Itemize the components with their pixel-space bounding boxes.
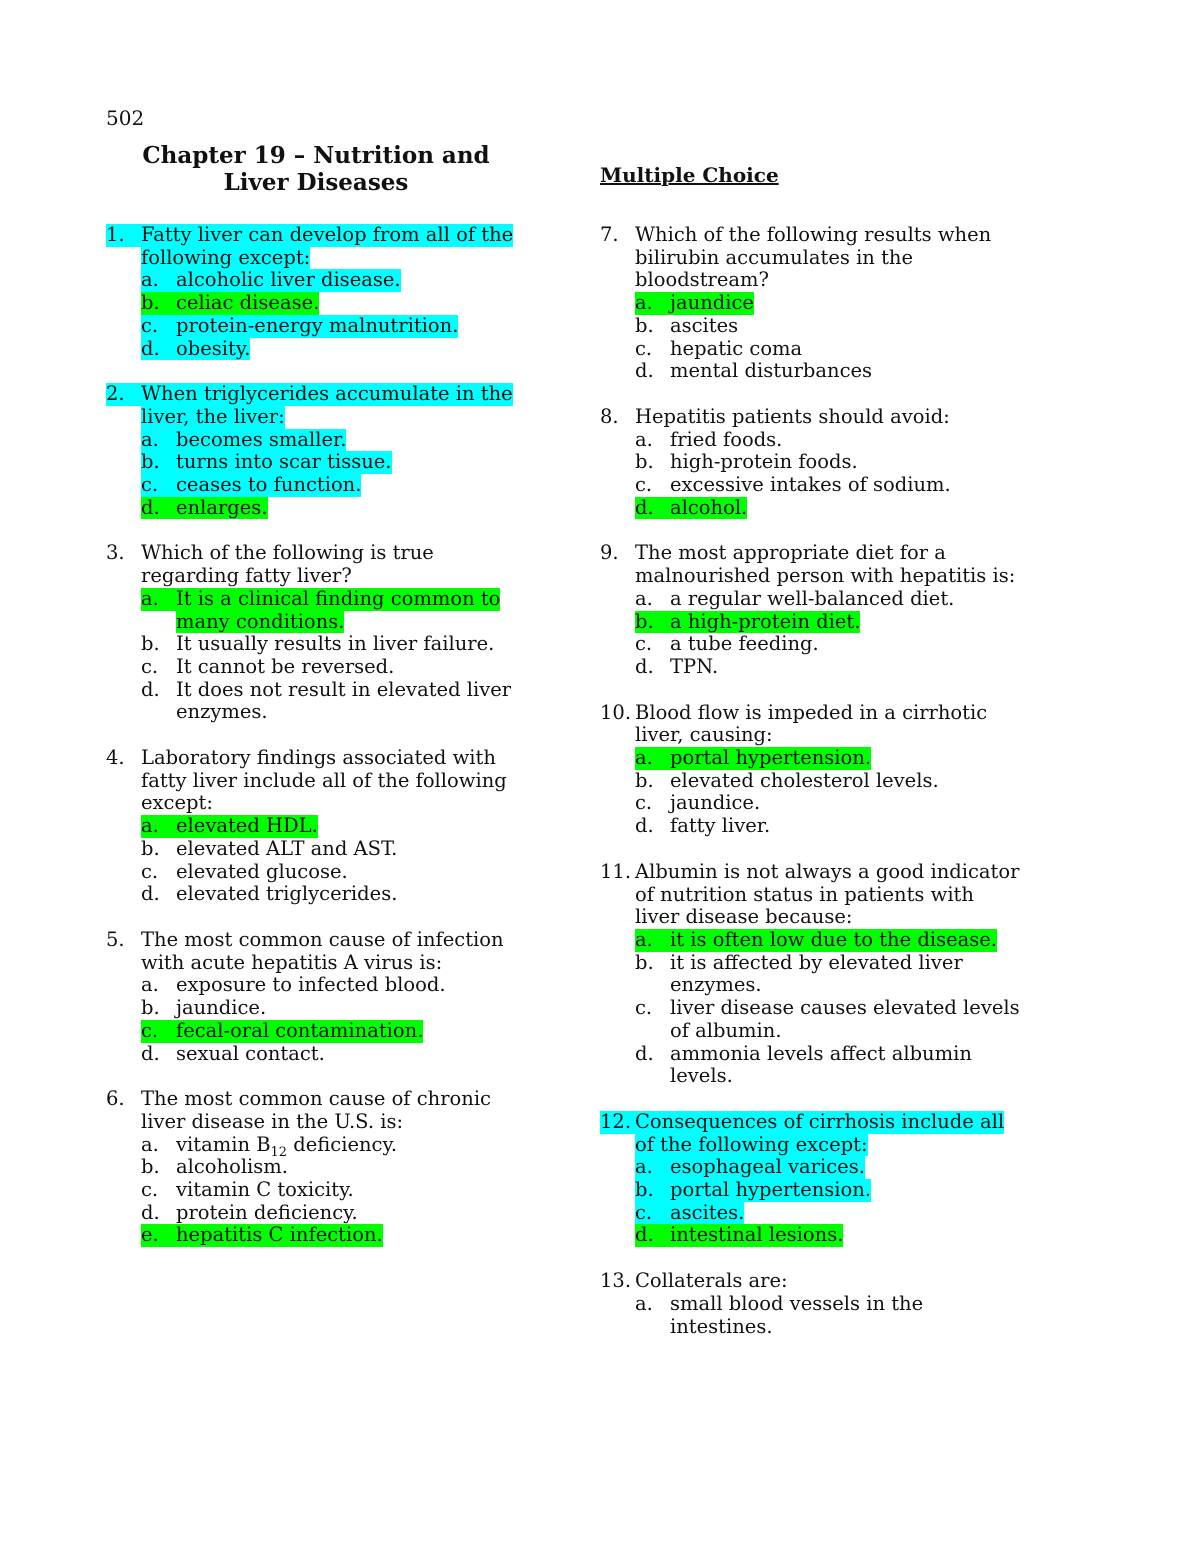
option-letter: c. — [141, 1178, 159, 1202]
question-stem: Blood flow is impeded in a cirrhotic — [635, 700, 988, 724]
option-d — [600, 815, 1040, 838]
option-letter: c. — [635, 1202, 670, 1225]
option-letter: c. — [141, 315, 176, 338]
option-letter: a. — [635, 292, 670, 315]
option-c — [106, 861, 536, 884]
option-letter: c. — [635, 791, 653, 815]
option-text: mental disturbances — [670, 359, 873, 383]
option-d — [106, 1202, 536, 1225]
option-b — [600, 770, 1040, 793]
option-letter: a. — [141, 429, 176, 452]
option-text: a high-protein diet. — [670, 609, 861, 633]
question-stem: liver, causing: — [635, 723, 773, 747]
question-11 — [600, 861, 1040, 1088]
option-text: enzymes. — [670, 973, 762, 997]
option-text: jaundice. — [670, 791, 761, 815]
option-d — [600, 1224, 1040, 1247]
option-letter: a. — [141, 588, 176, 611]
option-letter: b. — [141, 836, 160, 860]
option-letter: d. — [635, 814, 654, 838]
option-text: intestines. — [670, 1314, 773, 1338]
option-letter: a. — [141, 1132, 159, 1156]
option-b — [600, 1179, 1040, 1202]
question-stem: Which of the following is true — [141, 541, 434, 565]
option-a — [600, 429, 1040, 452]
option-b — [600, 315, 1040, 338]
option-letter: c. — [141, 474, 176, 497]
question-number: 11. — [600, 859, 632, 883]
option-text: ceases to function. — [176, 473, 362, 497]
option-a — [600, 588, 1040, 611]
option-c — [600, 474, 1040, 497]
question-stem: Hepatitis patients should avoid: — [635, 404, 950, 428]
question-stem: Laboratory findings associated with — [141, 746, 496, 770]
option-letter: a. — [635, 586, 653, 610]
option-d — [600, 497, 1040, 520]
option-letter: d. — [141, 1041, 160, 1065]
option-a — [600, 1156, 1040, 1179]
option-text: small blood vessels in the — [670, 1291, 924, 1315]
question-number: 8. — [600, 404, 619, 428]
chapter-title-line-1: Chapter 19 – Nutrition and — [142, 142, 490, 169]
option-text: a regular well-balanced diet. — [670, 586, 955, 610]
chapter-title-line-2: Liver Diseases — [223, 169, 409, 196]
option-d — [106, 883, 536, 906]
option-a — [106, 269, 536, 292]
option-text: protein-energy malnutrition. — [176, 313, 459, 337]
question-stem: liver disease because: — [635, 905, 853, 929]
page-number: 502 — [106, 106, 145, 130]
option-text: elevated ALT and AST. — [176, 836, 398, 860]
option-text: alcoholism. — [176, 1155, 288, 1179]
option-letter: b. — [141, 996, 160, 1020]
option-d — [600, 1043, 1040, 1066]
question-number: 3. — [106, 541, 125, 565]
question-stem: Collaterals are: — [635, 1269, 788, 1293]
option-text: fatty liver. — [670, 814, 771, 838]
option-text: It does not result in elevated liver — [176, 677, 512, 701]
option-c — [106, 1179, 536, 1202]
option-c — [106, 656, 536, 679]
question-number: 1. — [106, 224, 141, 247]
question-stem: Fatty liver can develop from all of the — [141, 223, 514, 246]
option-b — [600, 451, 1040, 474]
option-c — [600, 338, 1040, 361]
option-a — [600, 1293, 1040, 1316]
question-number: 12. — [600, 1111, 635, 1134]
option-b — [106, 1156, 536, 1179]
option-text: elevated glucose. — [176, 859, 348, 883]
question-number: 13. — [600, 1269, 632, 1293]
option-text: levels. — [670, 1064, 733, 1088]
option-text: obesity. — [176, 336, 251, 360]
option-text: jaundice — [670, 291, 754, 315]
option-letter: c. — [635, 336, 653, 360]
option-letter: c. — [141, 859, 159, 883]
question-5 — [106, 929, 536, 1065]
option-b — [600, 611, 1040, 634]
option-a — [106, 1132, 536, 1160]
option-letter: c. — [141, 654, 159, 678]
option-text: alcohol. — [670, 495, 748, 519]
question-stem: Which of the following results when — [635, 223, 992, 246]
option-letter: e. — [141, 1224, 176, 1247]
question-stem: Consequences of cirrhosis include all — [635, 1109, 1005, 1133]
question-12 — [600, 1111, 1040, 1247]
option-letter: b. — [141, 292, 176, 315]
question-stem: with acute hepatitis A virus is: — [141, 950, 443, 974]
option-text: elevated triglycerides. — [176, 882, 398, 906]
option-text: vitamin C toxicity. — [176, 1178, 354, 1202]
option-letter: a. — [635, 1156, 670, 1179]
option-letter: d. — [141, 497, 176, 520]
option-text: portal hypertension. — [670, 746, 872, 770]
option-c — [106, 1020, 536, 1043]
question-stem: The most appropriate diet for a — [635, 541, 946, 565]
left-column — [106, 224, 536, 1270]
question-number: 4. — [106, 746, 125, 770]
option-letter: d. — [141, 677, 160, 701]
option-a — [600, 292, 1040, 315]
option-d — [600, 360, 1040, 383]
option-letter: c. — [141, 1020, 176, 1043]
option-text: celiac disease. — [176, 291, 320, 315]
option-e — [106, 1224, 536, 1247]
option-text: hepatic coma — [670, 336, 803, 360]
option-text: protein deficiency. — [176, 1200, 358, 1224]
option-b — [106, 633, 536, 656]
question-stem: fatty liver include all of the following — [141, 768, 507, 792]
question-1 — [106, 224, 536, 360]
option-letter: c. — [635, 473, 653, 497]
option-b — [600, 952, 1040, 975]
option-letter: a. — [141, 973, 159, 997]
question-stem: liver, the liver: — [141, 404, 285, 428]
option-letter: d. — [635, 654, 654, 678]
option-a — [106, 588, 536, 611]
option-letter: b. — [635, 768, 654, 792]
question-6 — [106, 1088, 536, 1247]
chapter-title — [106, 142, 526, 196]
option-text: becomes smaller. — [176, 427, 347, 451]
option-c — [600, 792, 1040, 815]
option-text: it is often low due to the disease. — [670, 927, 997, 951]
option-text: fecal-oral contamination. — [176, 1018, 424, 1042]
option-letter: b. — [635, 1179, 670, 1202]
option-text: jaundice. — [176, 996, 267, 1020]
option-text: enlarges. — [176, 495, 268, 519]
option-a — [600, 929, 1040, 952]
option-b — [106, 451, 536, 474]
question-stem: except: — [141, 791, 213, 815]
option-d — [106, 679, 536, 702]
option-text: elevated HDL. — [176, 814, 318, 838]
option-text: many conditions. — [176, 609, 345, 633]
question-2 — [106, 383, 536, 519]
option-d — [106, 1043, 536, 1066]
option-text: of albumin. — [670, 1018, 782, 1042]
option-letter: b. — [635, 313, 654, 337]
option-text: ammonia levels affect albumin — [670, 1041, 972, 1065]
question-stem: regarding fatty liver? — [141, 564, 352, 588]
option-text: alcoholic liver disease. — [176, 268, 401, 292]
option-text: It is a clinical finding common to — [176, 586, 501, 610]
option-b — [106, 997, 536, 1020]
question-stem: The most common cause of infection — [141, 927, 504, 951]
question-7 — [600, 224, 1040, 383]
option-text: esophageal varices. — [670, 1155, 865, 1179]
option-c — [600, 1202, 1040, 1225]
option-text: sexual contact. — [176, 1041, 325, 1065]
option-letter: d. — [635, 1224, 670, 1247]
question-8 — [600, 406, 1040, 520]
option-text: excessive intakes of sodium. — [670, 473, 951, 497]
question-stem: The most common cause of chronic — [141, 1087, 491, 1111]
option-text: liver disease causes elevated levels — [670, 996, 1020, 1020]
option-text: It cannot be reversed. — [176, 654, 395, 678]
question-10 — [600, 702, 1040, 838]
option-text: TPN. — [670, 654, 719, 678]
option-letter: b. — [635, 450, 654, 474]
option-letter: b. — [141, 632, 160, 656]
option-a — [106, 974, 536, 997]
option-letter: d. — [141, 1200, 160, 1224]
option-a — [600, 747, 1040, 770]
option-text: enzymes. — [176, 700, 268, 724]
question-stem: bloodstream? — [635, 268, 769, 292]
option-c — [600, 997, 1040, 1020]
option-letter: a. — [635, 929, 670, 952]
option-a — [106, 815, 536, 838]
option-letter: c. — [635, 996, 653, 1020]
question-stem: of nutrition status in patients with — [635, 882, 974, 906]
option-letter: c. — [635, 632, 653, 656]
option-d — [106, 497, 536, 520]
question-9 — [600, 542, 1040, 678]
question-3 — [106, 542, 536, 724]
question-4 — [106, 747, 536, 906]
option-letter: d. — [141, 338, 176, 361]
option-letter: a. — [635, 1291, 653, 1315]
section-heading: Multiple Choice — [600, 163, 779, 187]
question-number: 9. — [600, 541, 619, 565]
option-letter: a. — [141, 815, 176, 838]
option-letter: a. — [141, 269, 176, 292]
question-13 — [600, 1270, 1040, 1338]
question-stem: of the following except: — [635, 1132, 868, 1156]
option-c — [106, 315, 536, 338]
option-c — [600, 633, 1040, 656]
question-stem: following except: — [141, 245, 311, 269]
option-text: fried foods. — [670, 427, 783, 451]
option-a — [106, 429, 536, 452]
option-text: vitamin $B_{12}$ deficiency. — [176, 1132, 398, 1160]
option-text: ascites. — [670, 1200, 745, 1224]
question-number: 2. — [106, 383, 141, 406]
option-letter: b. — [141, 451, 176, 474]
option-letter: b. — [635, 611, 670, 634]
option-c — [106, 474, 536, 497]
option-text: elevated cholesterol levels. — [670, 768, 939, 792]
option-text: it is affected by elevated liver — [670, 950, 963, 974]
question-number: 6. — [106, 1087, 125, 1111]
option-text: It usually results in liver failure. — [176, 632, 495, 656]
question-number: 7. — [600, 223, 619, 246]
option-b — [106, 838, 536, 861]
option-text: exposure to infected blood. — [176, 973, 446, 997]
question-stem: bilirubin accumulates in the — [635, 245, 913, 269]
option-d — [106, 338, 536, 361]
option-text: ascites — [670, 313, 739, 337]
option-text: a tube feeding. — [670, 632, 819, 656]
option-letter: d. — [635, 497, 670, 520]
option-letter: a. — [635, 427, 653, 451]
question-number: 5. — [106, 927, 125, 951]
option-letter: b. — [141, 1155, 160, 1179]
question-stem: Albumin is not always a good indicator — [635, 859, 1020, 883]
right-column — [600, 224, 1040, 1361]
option-letter: b. — [635, 950, 654, 974]
option-text: hepatitis C infection. — [176, 1223, 383, 1247]
option-letter: d. — [141, 882, 160, 906]
option-text: intestinal lesions. — [670, 1223, 844, 1247]
question-stem: When triglycerides accumulate in the — [141, 382, 513, 406]
option-d — [600, 656, 1040, 679]
option-text: portal hypertension. — [670, 1178, 872, 1202]
option-text: high-protein foods. — [670, 450, 858, 474]
question-stem: malnourished person with hepatitis is: — [635, 564, 1016, 588]
option-letter: d. — [635, 359, 654, 383]
option-b — [106, 292, 536, 315]
question-stem: liver disease in the U.S. is: — [141, 1109, 404, 1133]
question-number: 10. — [600, 700, 632, 724]
option-text: turns into scar tissue. — [176, 450, 392, 474]
option-letter: a. — [635, 747, 670, 770]
option-letter: d. — [635, 1041, 654, 1065]
